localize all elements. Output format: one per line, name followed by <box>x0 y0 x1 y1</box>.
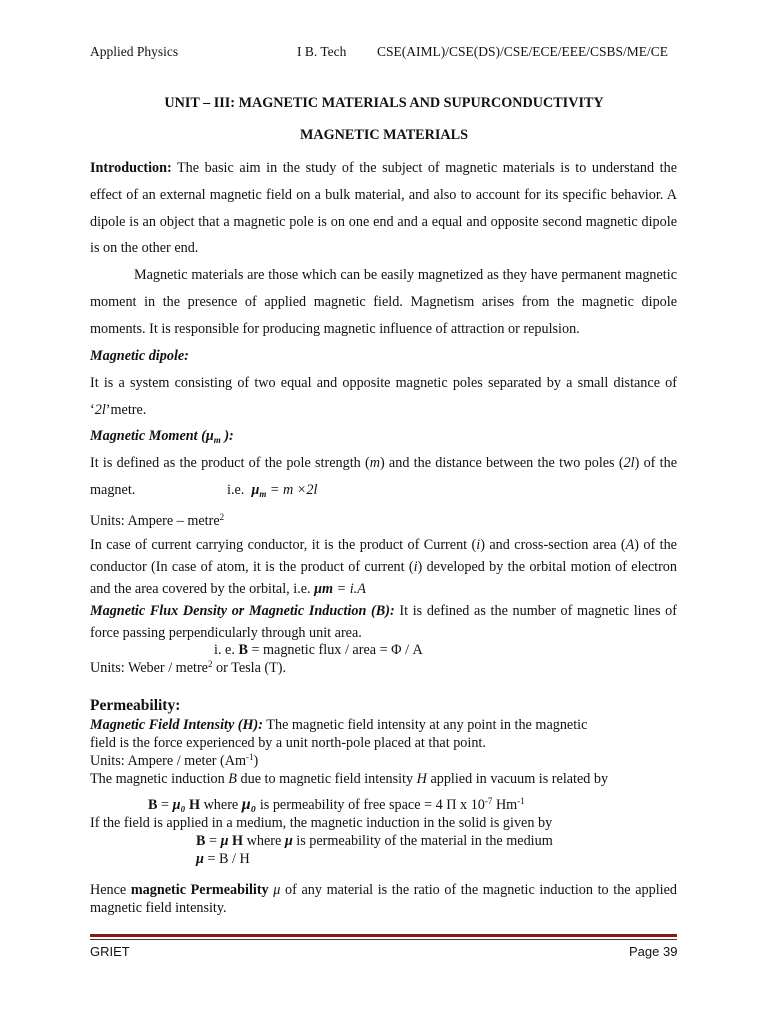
magnetic-materials-paragraph: Magnetic materials are those which can be easily magnetized as they have permanent magnetic moment in the presence of applied magnetic field. Magnetism arises from the magnetic dipole moments. It is responsible for producing magnetic influence of attraction or repulsion. <box>90 267 677 337</box>
moment-units: Units: Ampere – metre$^2$ <box>90 512 225 529</box>
medium-formula: B = μ H where μ is permeability of the material in the medium <box>196 833 553 849</box>
flux-heading: Magnetic Flux Density or Magnetic Induction (B): <box>90 603 395 619</box>
intro-label: Introduction: <box>90 160 172 176</box>
unit-title: UNIT – III: MAGNETIC MATERIALS AND SUPURCONDUCTIVITY <box>164 95 604 111</box>
section-title: MAGNETIC MATERIALS <box>299 127 469 143</box>
field-intensity-heading: Magnetic Field Intensity (H): <box>90 717 264 733</box>
intro-paragraph <box>90 155 677 262</box>
field-intensity-units: Units: Ampere / meter $(Am^{-1})$ <box>90 752 259 769</box>
current-paragraph: In case of current carrying conductor, it is the product of Current (i) and cross-section area (A) of the conductor (In case of atom, it is the product of current (i) developed by the orbital motion of electron and the area covered by the orbital, i.e. μm = i.A <box>90 537 677 597</box>
intro-text: The basic aim in the study of the subject of magnetic materials is to understand the effect of an external magnetic field on a bulk material, and also to account for its specific behavior. A dipole is an object that a magnetic pole is on one end and a equal and opposite second magnetic dipole is on the other end. <box>90 160 677 257</box>
flux-units: Units: Weber / metre$^2$ or Tesla (T). <box>90 659 287 676</box>
flux-formula: i. e. B = magnetic flux / area = Φ / A <box>214 642 423 658</box>
moment-formula: i.e. $\mu_m = m \times 2l$ <box>227 482 318 499</box>
hence-paragraph: Hence magnetic Permeability μ of any material is the ratio of the magnetic induction to the applied magnetic field intensity. <box>90 882 677 916</box>
header-subject: Applied Physics <box>90 44 179 59</box>
moment-definition: It is defined as the product of the pole strength (m) and the distance between the two poles (2l) of the magnet. <box>90 454 677 498</box>
moment-heading: Magnetic Moment ($\mu_m$ ): <box>90 428 234 445</box>
flux-paragraph: Magnetic Flux Density or Magnetic Induction (B): It is defined as the number of magnetic lines of force passing perpendicularly through unit area. <box>90 603 677 641</box>
field-intensity-paragraph: Magnetic Field Intensity (H): The magnetic field intensity at any point in the magnetic field is the force experienced by a unit north-pole placed at that point. Units: Ampere / meter $(Am^{-1})$ The magnetic induction B due to magnetic field intensity H applied in vacuum is related by <box>90 717 609 787</box>
footer-rule-thin <box>90 939 677 940</box>
dipole-section <box>90 343 677 423</box>
header-course: I B. Tech <box>297 44 347 59</box>
vacuum-formula: B = μ₀ H where μ₀ is permeability of free space = 4 Π x $10^{-7}$ $Hm^{-1}$ <box>148 796 525 813</box>
footer-institution: GRIET <box>90 944 130 959</box>
moment-section <box>90 423 677 503</box>
dipole-text: It is a system consisting of two equal and opposite magnetic poles separated by a small distance of ‘2l’metre. <box>90 374 677 418</box>
vacuum-relation: The magnetic induction B due to magnetic field intensity H applied in vacuum is related by <box>90 771 609 787</box>
medium-text: If the field is applied in a medium, the magnetic induction in the solid is given by <box>90 815 553 831</box>
footer-rule-thick <box>90 934 677 937</box>
permeability-heading: Permeability: <box>90 697 181 714</box>
header-branches: CSE(AIML)/CSE(DS)/CSE/ECE/EEE/CSBS/ME/CE <box>377 44 669 59</box>
permeability-ratio-formula: μ = B / H <box>196 851 250 867</box>
dipole-heading: Magnetic dipole: <box>90 348 189 364</box>
page-number: Page 39 <box>629 944 678 959</box>
